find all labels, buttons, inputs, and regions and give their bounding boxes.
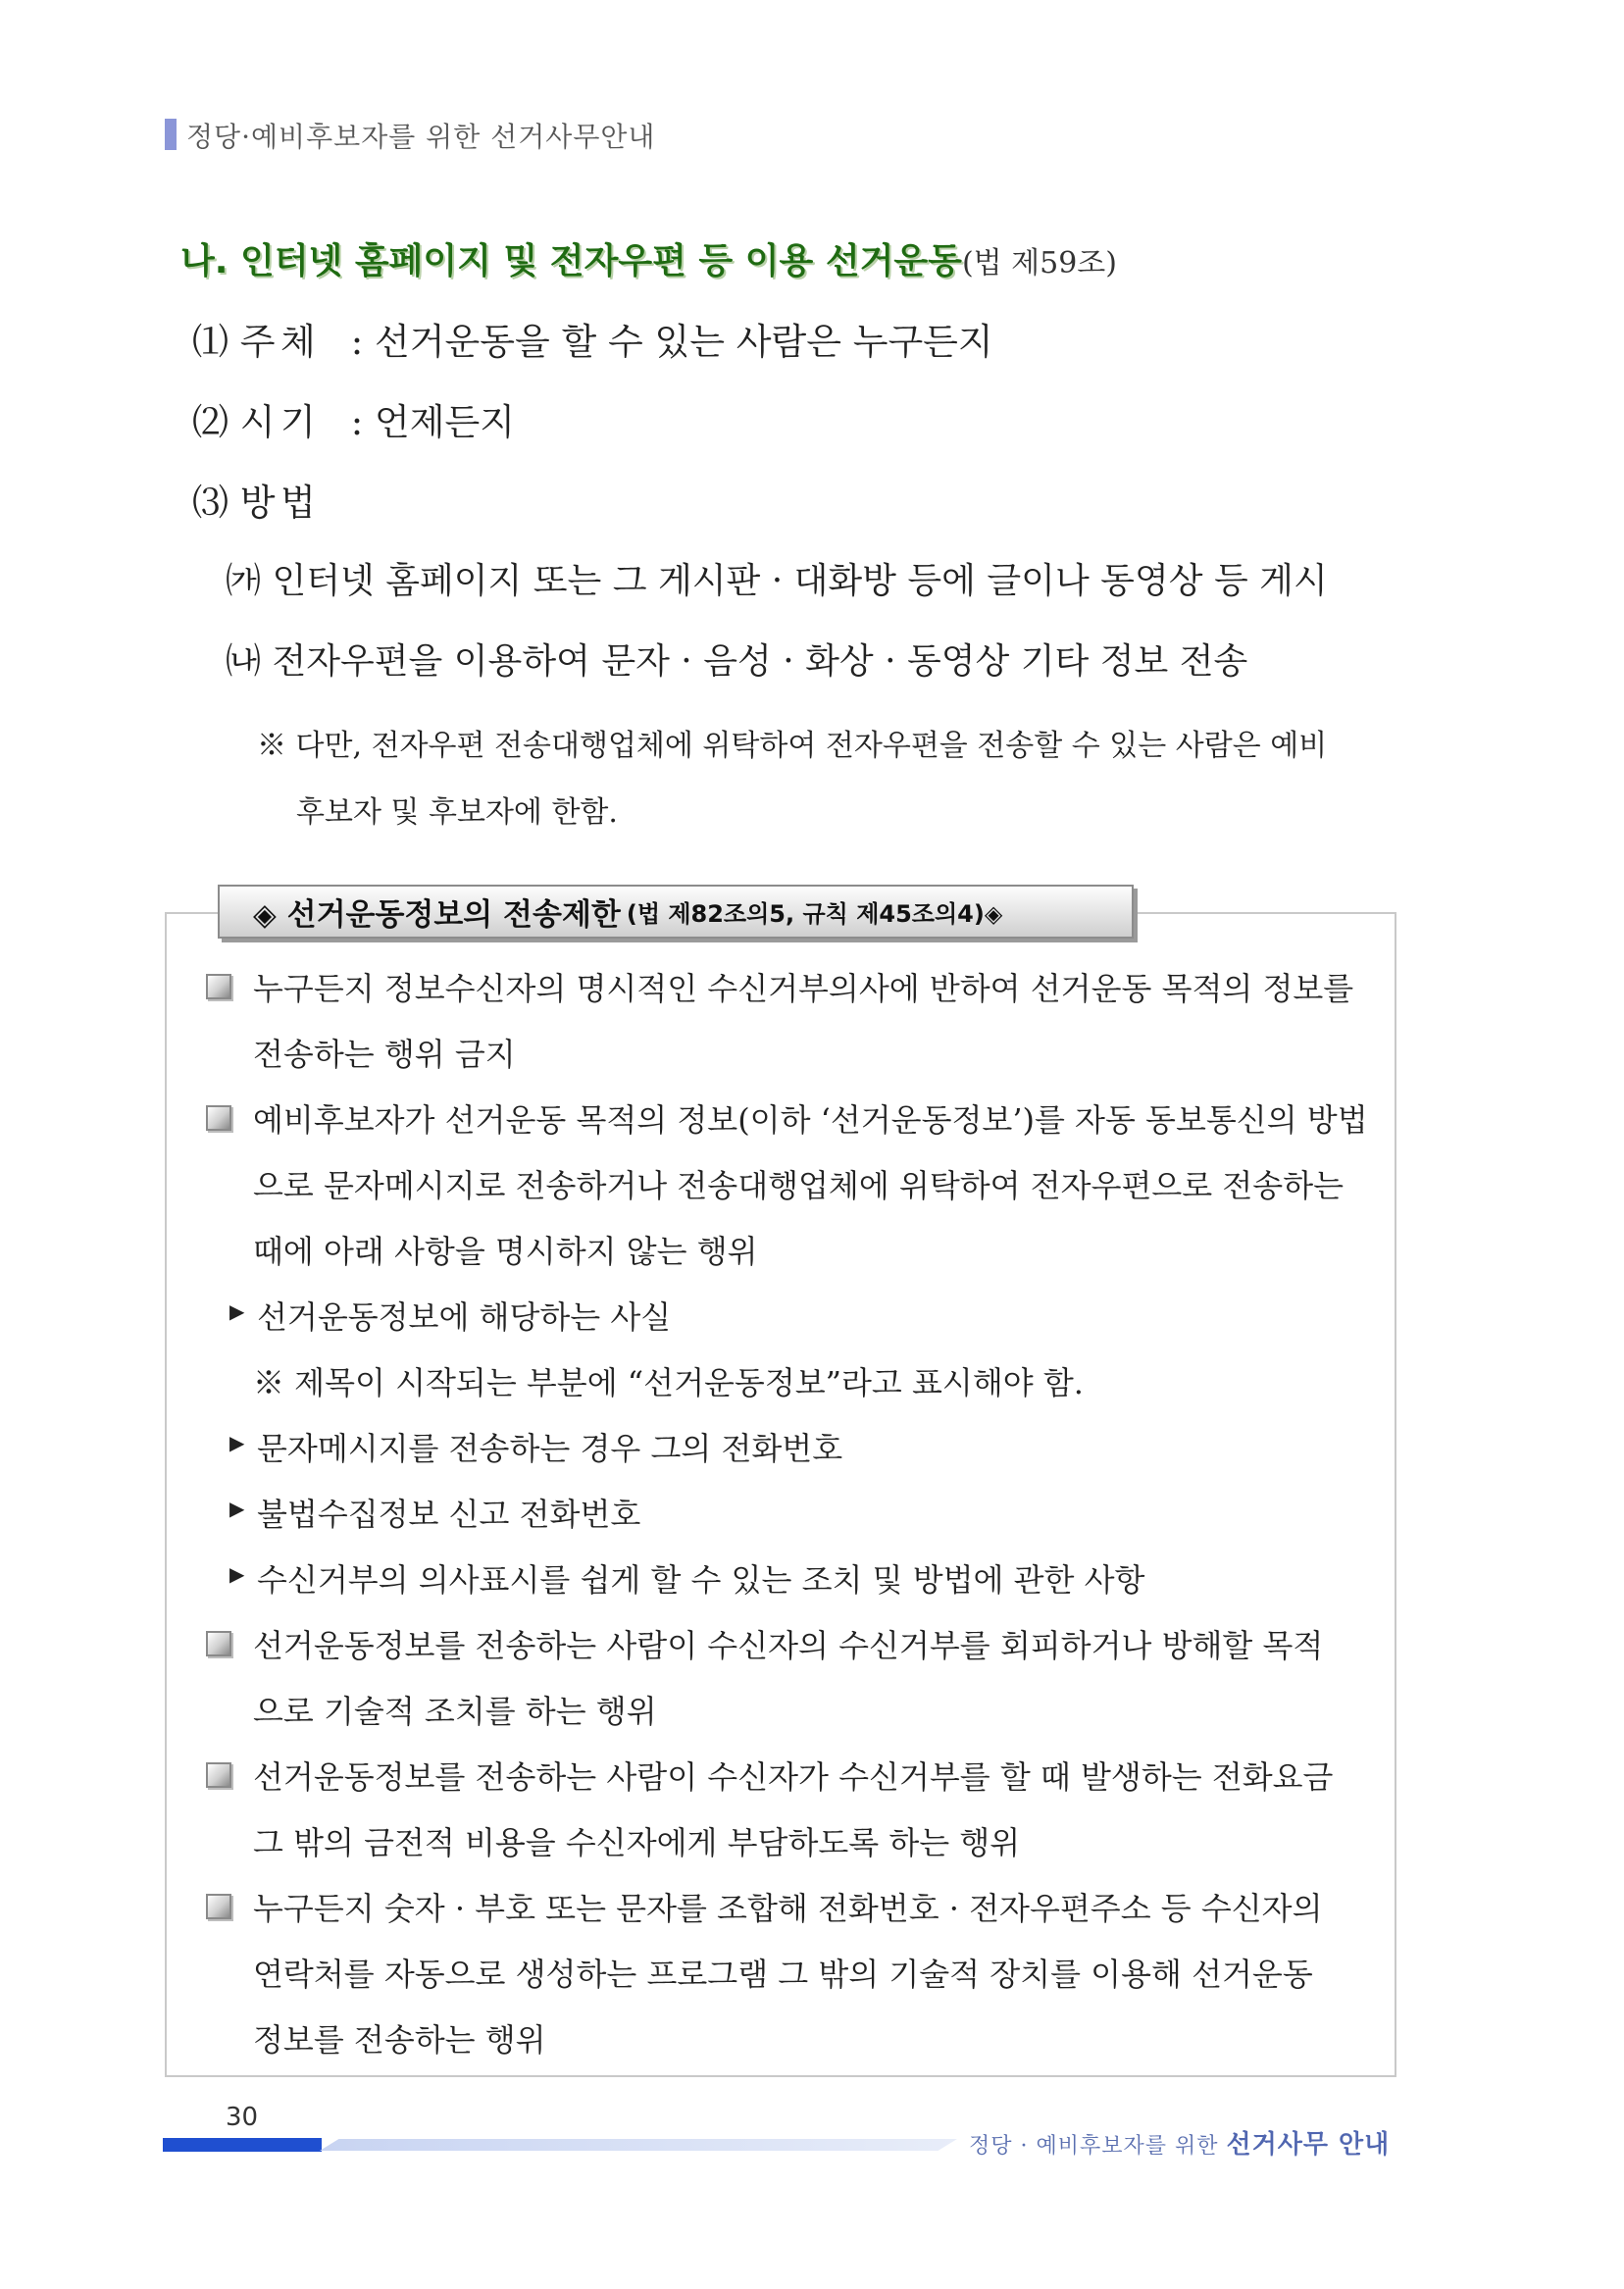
header-accent-bar [165, 119, 177, 150]
box-line: 선거운동정보를 전송하는 사람이 수신자가 수신거부를 할 때 발생하는 전화요금 [253, 1758, 1334, 1796]
item-period: ⑵ 시 기 : 언제든지 [192, 401, 515, 443]
box-line: 예비후보자가 선거운동 목적의 정보(이하 ‘선거운동정보’)를 자동 동보통신의 방법 [253, 1101, 1368, 1139]
box-line: 누구든지 숫자 · 부호 또는 문자를 조합해 전화번호 · 전자우편주소 등 수신자의 [253, 1890, 1323, 1927]
footer-light-bar [320, 2139, 957, 2151]
square-bullet-icon [206, 974, 231, 999]
subitem-internet-post: ㈎ 인터넷 홈페이지 또는 그 게시판 · 대화방 등에 글이나 동영상 등 게시 [226, 561, 1328, 601]
section-title: 나. 인터넷 홈페이지 및 전자우편 등 이용 선거운동 [180, 241, 962, 281]
square-bullet-icon [206, 1631, 231, 1656]
box-line: 문자메시지를 전송하는 경우 그의 전화번호 [257, 1430, 843, 1467]
box-line: 그 밖의 금전적 비용을 수신자에게 부담하도록 하는 행위 [253, 1824, 1021, 1861]
box-line: 연락처를 자동으로 생성하는 프로그램 그 밖의 기술적 장치를 이용해 선거운동 [253, 1956, 1313, 1993]
item-subject: ⑴ 주 체 : 선거운동을 할 수 있는 사람은 누구든지 [192, 321, 993, 363]
box-line: 수신거부의 의사표시를 쉽게 할 수 있는 조치 및 방법에 관한 사항 [257, 1561, 1145, 1599]
page-number: 30 [226, 2103, 259, 2132]
section-heading [180, 233, 1117, 283]
note-line-1: ※ 다만, 전자우편 전송대행업체에 위탁하여 전자우편을 전송할 수 있는 사람은 예비 [257, 729, 1328, 763]
running-header: 정당·예비후보자를 위한 선거사무안내 [186, 121, 656, 153]
box-line: 선거운동정보에 해당하는 사실 [257, 1298, 672, 1336]
square-bullet-icon [206, 1894, 231, 1919]
note-line-2: 후보자 및 후보자에 한함. [296, 795, 618, 830]
footer-accent-bar [163, 2138, 322, 2152]
box-line: 으로 기술적 조치를 하는 행위 [253, 1693, 657, 1730]
triangle-bullet-icon: ▶ [229, 1497, 245, 1520]
box-line: ※ 제목이 시작되는 부분에 “선거운동정보”라고 표시해야 함. [253, 1364, 1084, 1401]
box-line: 때에 아래 사항을 명시하지 않는 행위 [253, 1233, 758, 1270]
box-line: 전송하는 행위 금지 [253, 1036, 516, 1073]
triangle-bullet-icon: ▶ [229, 1299, 245, 1323]
box-line: 누구든지 정보수신자의 명시적인 수신거부의사에 반하여 선거운동 목적의 정보를 [253, 970, 1354, 1007]
box-line: 으로 문자메시지로 전송하거나 전송대행업체에 위탁하여 전자우편으로 전송하는 [253, 1167, 1345, 1204]
restriction-box-title: ◈ 선거운동정보의 전송제한 (법 제82조의5, 규칙 제45조의4)◈ [218, 885, 1134, 939]
running-footer: 정당 · 예비후보자를 위한 선거사무 안내 [969, 2130, 1391, 2160]
item-method: ⑶ 방 법 [192, 482, 316, 524]
box-line: 정보를 전송하는 행위 [253, 2021, 546, 2059]
square-bullet-icon [206, 1762, 231, 1788]
box-line: 선거운동정보를 전송하는 사람이 수신자의 수신거부를 회피하거나 방해할 목적 [253, 1627, 1324, 1664]
triangle-bullet-icon: ▶ [229, 1562, 245, 1586]
box-line: 불법수집정보 신고 전화번호 [257, 1496, 641, 1533]
triangle-bullet-icon: ▶ [229, 1431, 245, 1454]
subitem-email: ㈏ 전자우편을 이용하여 문자 · 음성 · 화상 · 동영상 기타 정보 전송 [226, 641, 1248, 682]
section-law-ref: (법 제59조) [961, 246, 1117, 280]
square-bullet-icon [206, 1105, 231, 1131]
